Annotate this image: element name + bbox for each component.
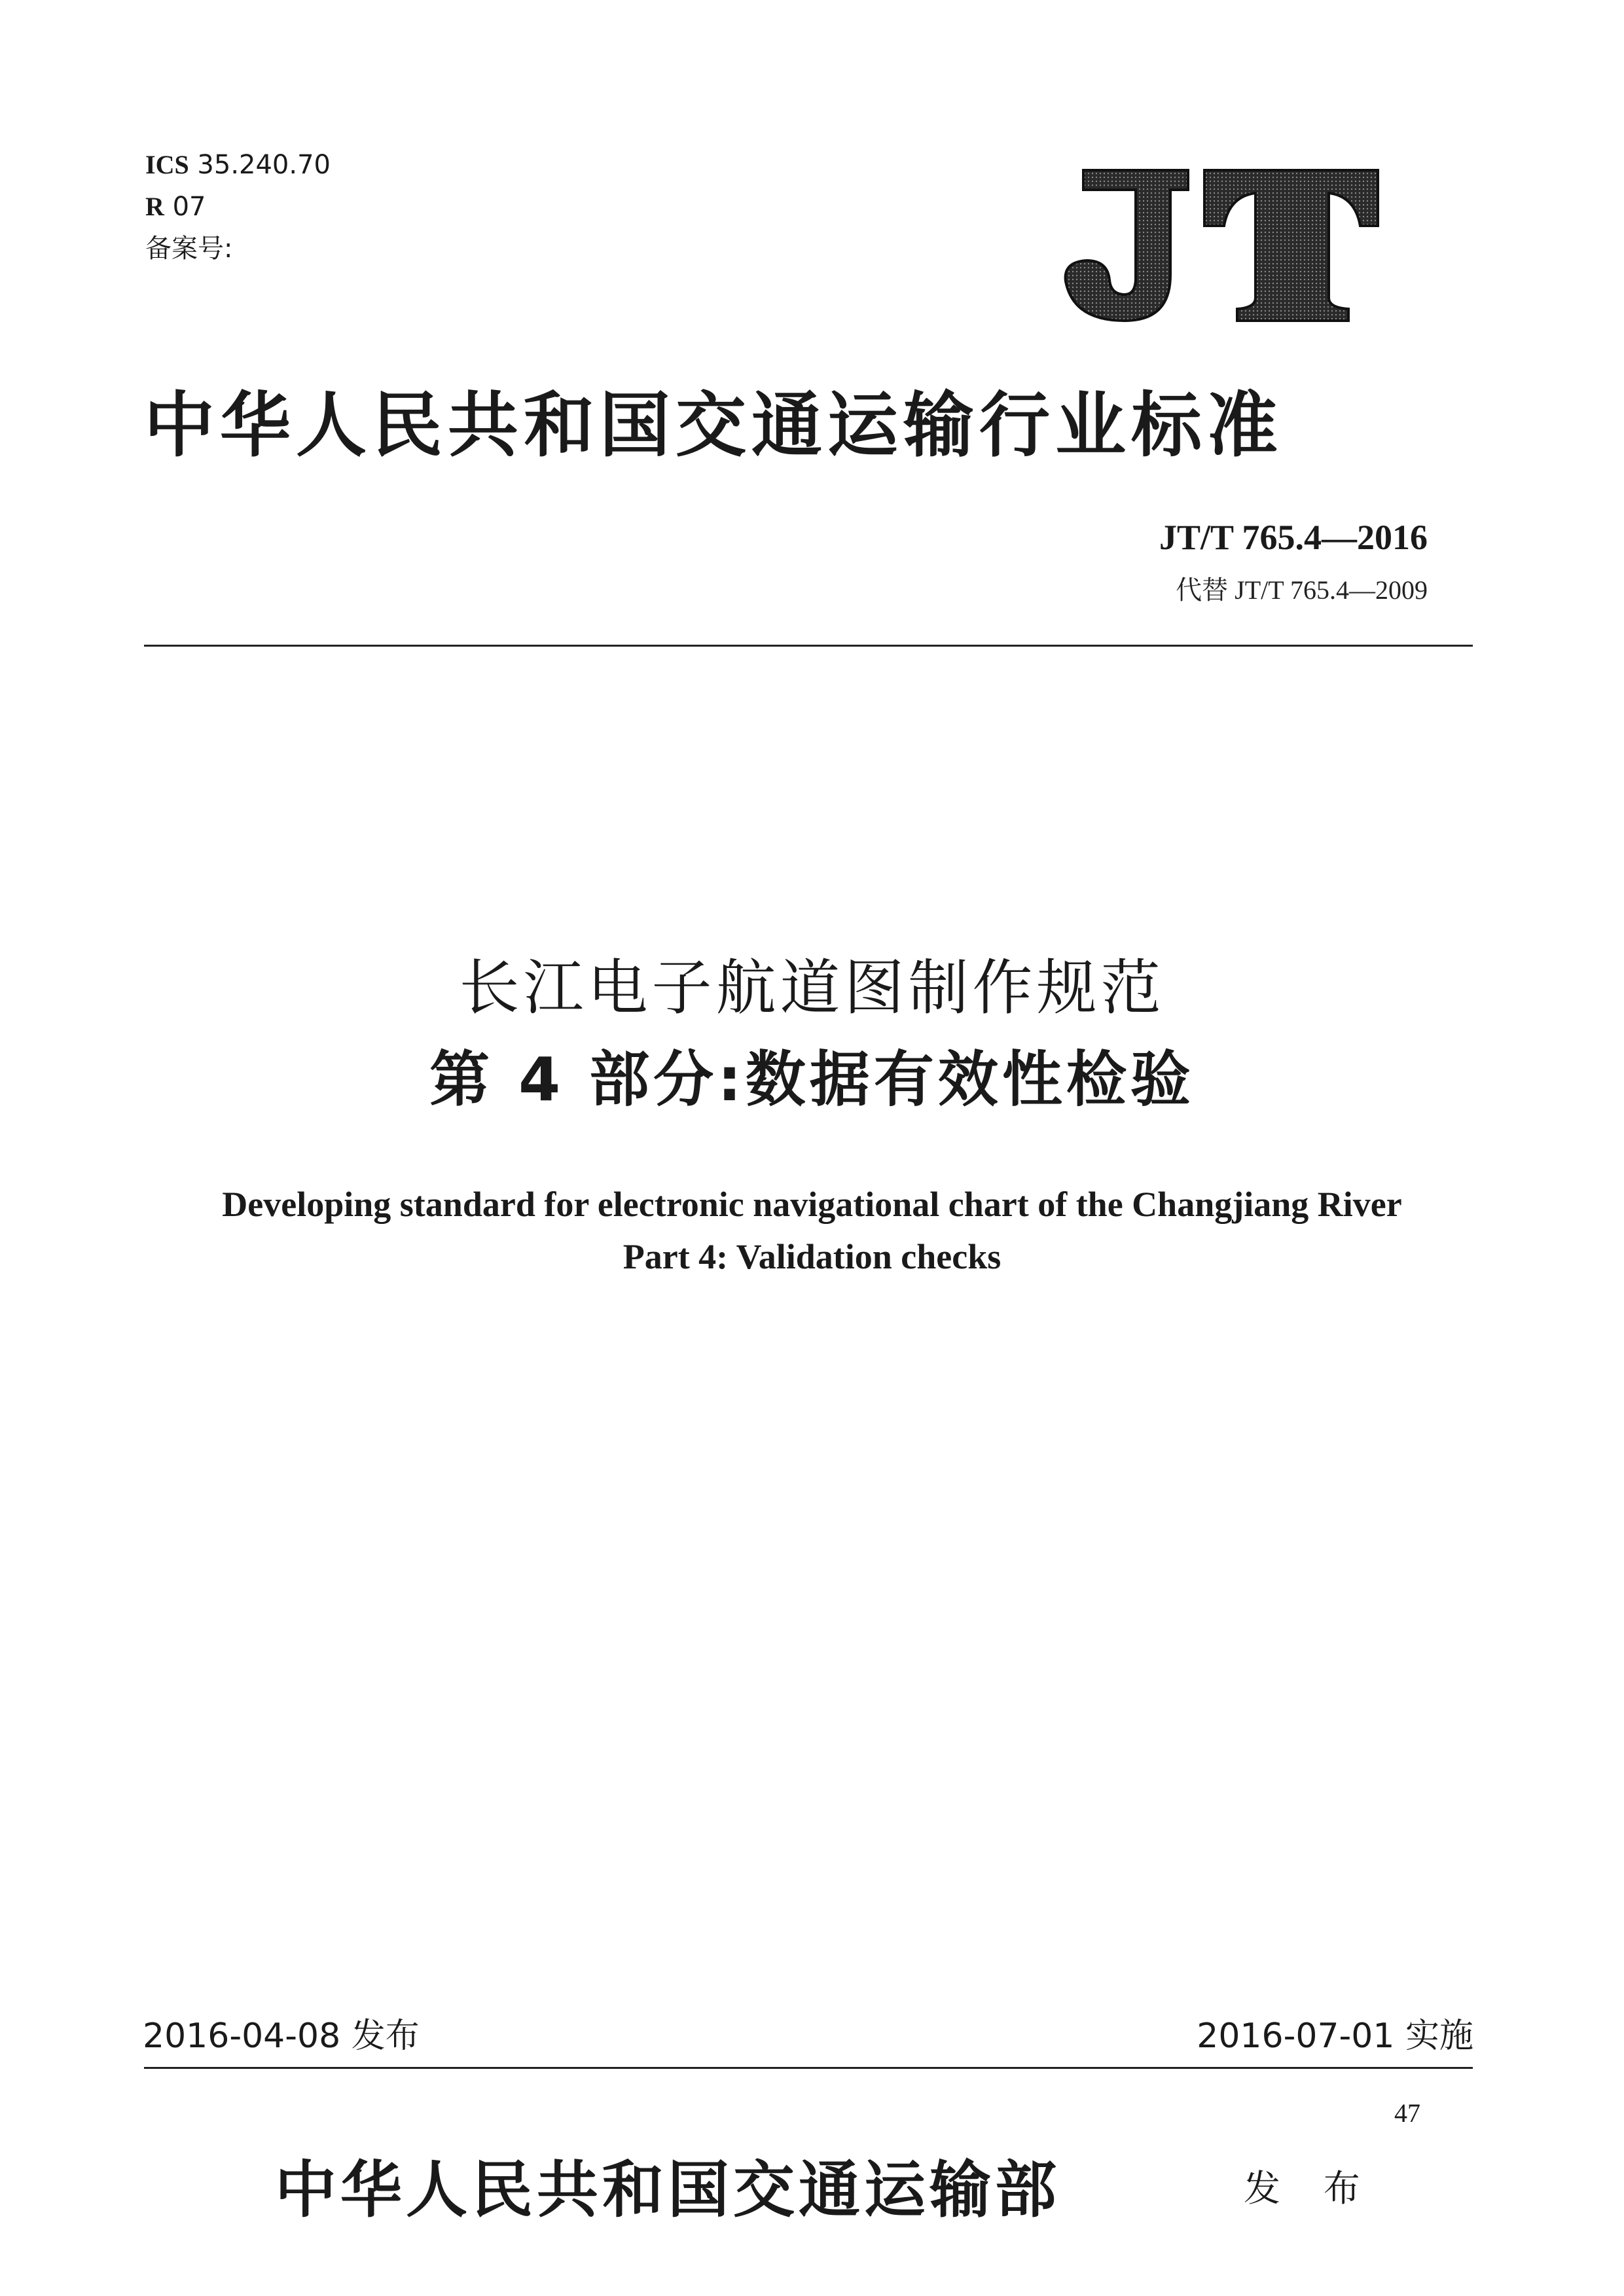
ics-value: 35.240.70 xyxy=(197,150,331,180)
publish-label: 发 布 xyxy=(1244,2168,1376,2210)
record-number xyxy=(145,233,232,264)
page-number: 47 xyxy=(1394,2098,1420,2128)
industry-standard-title: 中华人民共和国交通运输行业标准 xyxy=(144,384,1284,467)
publisher-name: 中华人民共和国交通运输部 xyxy=(275,2154,1061,2226)
document-title-cn-line2: 第 4 部分:数据有效性检验 xyxy=(429,1045,1195,1115)
record-label: 备案号: xyxy=(145,234,233,264)
document-title-cn-line1: 长江电子航道图制作规范 xyxy=(459,953,1165,1023)
ics-label: ICS xyxy=(145,150,189,179)
ics-code xyxy=(145,149,331,181)
ccs-code xyxy=(145,191,206,223)
bottom-divider xyxy=(144,2067,1473,2069)
top-divider xyxy=(144,645,1473,647)
logo-letter-j xyxy=(1066,170,1188,321)
issue-date: 2016-04-08 发布 xyxy=(143,2017,420,2056)
ccs-label: R xyxy=(145,192,164,221)
standard-number: JT/T 765.4—2016 xyxy=(1159,518,1428,557)
logo-letter-t xyxy=(1204,170,1378,321)
jt-logo xyxy=(1047,164,1381,327)
implementation-date: 2016-07-01 实施 xyxy=(1197,2017,1473,2056)
document-title-en-line2: Part 4: Validation checks xyxy=(623,1237,1001,1276)
ccs-value: 07 xyxy=(172,192,206,222)
replaces-standard: 代替 JT/T 765.4—2009 xyxy=(1176,575,1428,605)
document-title-en-line1: Developing standard for electronic navigational chart of the Changjiang River xyxy=(222,1185,1402,1224)
